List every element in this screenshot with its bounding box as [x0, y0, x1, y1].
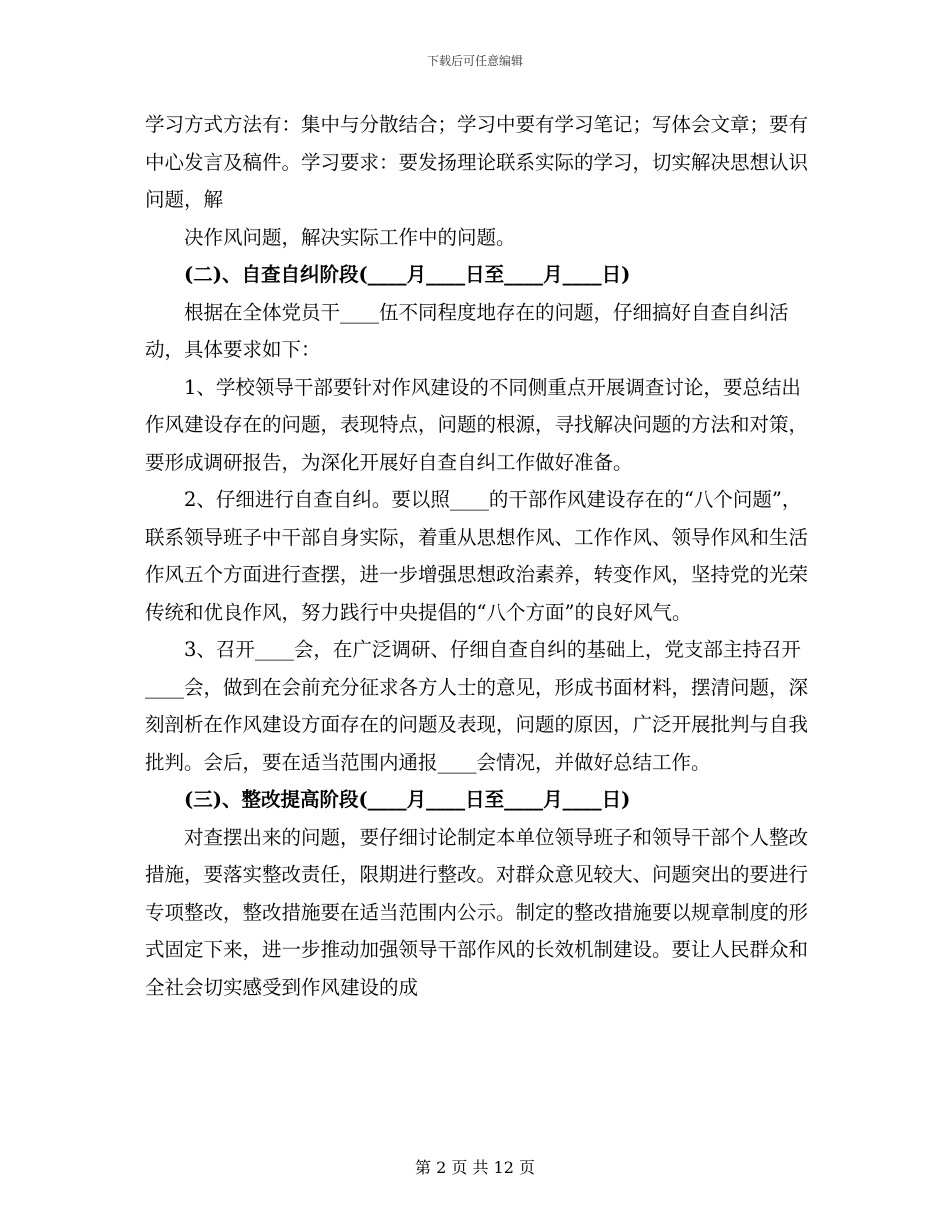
page-number: 第 2 页 共 12 页	[415, 1158, 535, 1177]
page-header-note: 下载后可任意编辑	[426, 54, 523, 68]
paragraph-continuation: 决作风问题，解决实际工作中的问题。	[184, 225, 516, 249]
paragraph-rectification: 对查摆出来的问题，要仔细讨论制定本单位领导班子和领导干部个人整改措施，要落实整改责任，限期进行整改。对群众意见较大、问题突出的要进行专项整改，整改措施要在适当范围内公示。制定的整改措施要以规章制度的形式固定下来，进一步推动加强领导干部作风的长效机制建设。要让人民群众和全社会切实感受到作风建设的成	[145, 825, 809, 999]
document-body	[145, 106, 815, 1006]
paragraph-item-2: 2、仔细进行自查自纠。要以照____的干部作风建设存在的“八个问题”，联系领导班子中干部自身实际，着重从思想作风、工作作风、领导作风和生活作风五个方面进行查摆，进一步增强思想政治素养，转变作风，坚持党的光荣传统和优良作风，努力践行中央提倡的“八个方面”的良好风气。	[145, 488, 809, 624]
paragraph-text: 学习方式方法有：集中与分散结合；学习中要有学习笔记；写体会文章；要有中心发言及稿件。学习要求：要发扬理论联系实际的学习，切实解决思想认识问题，解	[145, 113, 809, 211]
section-heading-rectification: (三)、整改提高阶段(____月____日至____月____日)	[184, 788, 631, 811]
paragraph-item-3: 3、召开____会，在广泛调研、仔细自查自纠的基础上，党支部主持召开____会，做到在会前充分征求各方人士的意见，形成书面材料，摆清问题，深刻剖析在作风建设方面存在的问题及表现，问题的原因，广泛开展批判与自我批判。会后，要在适当范围内通报____会情况，并做好总结工作。	[145, 638, 809, 774]
paragraph-study-methods	[145, 106, 815, 219]
section-heading-self-check: (二)、自查自纠阶段(____月____日至____月____日)	[184, 263, 631, 286]
paragraph-self-check-intro: 根据在全体党员干____伍不同程度地存在的问题，仔细搞好自查自纠活动，具体要求如下：	[145, 300, 789, 361]
paragraph-item-1: 1、学校领导干部要针对作风建设的不同侧重点开展调查讨论，要总结出作风建设存在的问题，表现特点，问题的根源，寻找解决问题的方法和对策，要形成调研报告，为深化开展好自查自纠工作做好准备。	[145, 375, 809, 474]
